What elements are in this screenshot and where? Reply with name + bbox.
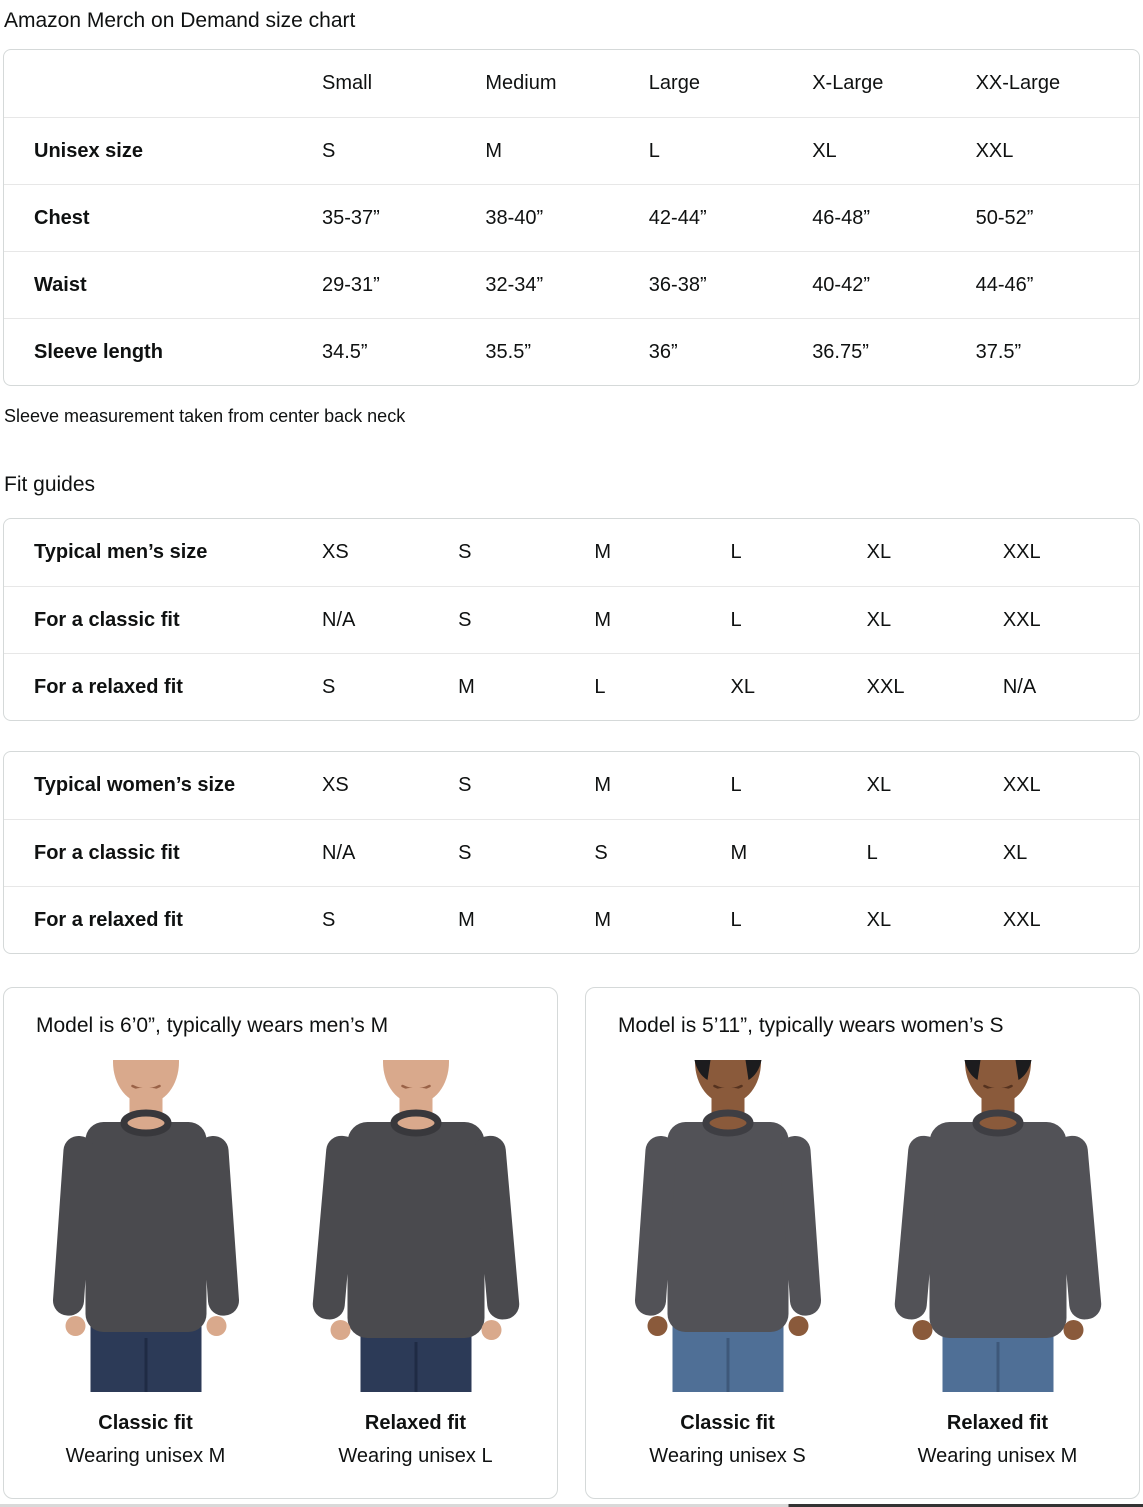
cell: 36”	[648, 340, 678, 363]
cell: S	[594, 841, 608, 864]
col-header-medium: Medium	[485, 72, 557, 95]
cell: XL	[866, 908, 892, 931]
cell: L	[648, 139, 660, 162]
womens-model-card-title: Model is 5’11”, typically wears women’s S	[618, 1014, 1004, 1038]
row-label: Typical men’s size	[34, 541, 208, 564]
cell: 42-44”	[648, 206, 707, 229]
row-label: Chest	[34, 206, 90, 229]
cell: 46-48”	[812, 206, 870, 229]
cell: XL	[866, 608, 892, 631]
fit-label: Relaxed fit	[364, 1412, 467, 1435]
male-model-classic-fit-photo	[33, 1060, 259, 1392]
cell: S	[322, 675, 336, 698]
cell: XXL	[975, 139, 1014, 162]
mens-photos	[20, 1060, 541, 1468]
fit-label: Classic fit	[680, 1412, 775, 1435]
cell: 36-38”	[648, 273, 707, 296]
cell: S	[322, 908, 336, 931]
cell: 50-52”	[975, 206, 1034, 229]
wearing-label: Wearing unisex M	[65, 1445, 226, 1468]
cell: M	[594, 774, 611, 797]
cell: XS	[322, 774, 349, 797]
female-model-classic-fit-photo	[615, 1060, 841, 1392]
cell: 29-31”	[322, 273, 380, 296]
womens-classic-fit-block	[615, 1060, 841, 1468]
cell: L	[866, 841, 878, 864]
cell: S	[458, 541, 472, 564]
table-row-chest	[4, 184, 1139, 251]
col-header-small: Small	[322, 72, 373, 95]
cell: M	[594, 908, 611, 931]
col-header-xxlarge: XX-Large	[975, 72, 1061, 95]
cell: L	[594, 675, 606, 698]
size-chart-table	[3, 49, 1140, 386]
cell: XXL	[866, 675, 905, 698]
table-row-mens-relaxed-fit	[4, 653, 1139, 720]
table-row-typical-mens-size	[4, 519, 1139, 586]
row-label: Waist	[34, 273, 87, 296]
cell: M	[730, 841, 748, 864]
cell: S	[458, 608, 472, 631]
table-row-waist	[4, 251, 1139, 318]
cell: L	[730, 908, 742, 931]
col-header-large: Large	[648, 72, 700, 95]
cell: XS	[322, 541, 349, 564]
womens-photos	[602, 1060, 1123, 1468]
cell: L	[730, 541, 742, 564]
row-label: For a relaxed fit	[34, 675, 183, 698]
cell: 36.75”	[812, 340, 869, 363]
cell: N/A	[322, 841, 356, 864]
fit-label: Relaxed fit	[946, 1412, 1049, 1435]
table-row-mens-classic-fit	[4, 586, 1139, 653]
cell: 35-37”	[322, 206, 380, 229]
cell: XXL	[1002, 541, 1041, 564]
mens-model-card	[3, 987, 558, 1499]
mens-relaxed-fit-block	[303, 1060, 529, 1468]
cell: 32-34”	[485, 273, 544, 296]
wearing-label: Wearing unisex M	[917, 1445, 1078, 1468]
wearing-label: Wearing unisex S	[649, 1445, 806, 1468]
mens-classic-fit-block	[33, 1060, 259, 1468]
cell: 34.5”	[322, 340, 368, 363]
womens-model-card	[585, 987, 1140, 1499]
col-header-xlarge: X-Large	[812, 72, 884, 95]
cell: XXL	[1002, 774, 1041, 797]
fit-guides-heading: Fit guides	[4, 473, 96, 497]
row-label: For a classic fit	[34, 608, 180, 631]
womens-relaxed-fit-block	[885, 1060, 1111, 1468]
cell: XL	[730, 675, 755, 698]
cell: S	[458, 774, 472, 797]
row-label: For a classic fit	[34, 841, 180, 864]
cell: L	[730, 608, 742, 631]
male-model-relaxed-fit-photo	[303, 1060, 529, 1392]
cell: XL	[1002, 841, 1028, 864]
cell: 38-40”	[485, 206, 544, 229]
cell: XL	[866, 541, 892, 564]
table-row-sleeve-length	[4, 318, 1139, 385]
row-label: Sleeve length	[34, 340, 163, 363]
row-label: Unisex size	[34, 139, 143, 162]
mens-fit-guide-table	[3, 518, 1140, 721]
model-cards	[3, 987, 1140, 1499]
table-row-womens-classic-fit	[4, 819, 1139, 886]
cell: M	[594, 541, 611, 564]
cell: 44-46”	[975, 273, 1034, 296]
table-row-womens-relaxed-fit	[4, 886, 1139, 953]
cell: 40-42”	[812, 273, 870, 296]
cell: XL	[866, 774, 892, 797]
cell: M	[458, 908, 475, 931]
cell: 37.5”	[975, 340, 1022, 363]
cell: S	[458, 841, 472, 864]
cell: M	[594, 608, 611, 631]
sleeve-measurement-note: Sleeve measurement taken from center back neck	[4, 406, 406, 427]
table-row-typical-womens-size	[4, 752, 1139, 819]
cell: M	[485, 139, 503, 162]
page-title: Amazon Merch on Demand size chart	[4, 9, 356, 32]
row-label: For a relaxed fit	[34, 908, 183, 931]
cell: N/A	[322, 608, 356, 631]
size-chart-page	[0, 7, 1143, 1499]
fit-label: Classic fit	[98, 1412, 193, 1435]
cell: S	[322, 139, 336, 162]
cell: XXL	[1002, 608, 1041, 631]
row-label: Typical women’s size	[34, 774, 236, 797]
mens-model-card-title: Model is 6’0”, typically wears men’s M	[36, 1014, 389, 1038]
cell: L	[730, 774, 742, 797]
wearing-label: Wearing unisex L	[338, 1445, 493, 1468]
cell: M	[458, 675, 475, 698]
cell: XXL	[1002, 908, 1041, 931]
womens-fit-guide-table	[3, 751, 1140, 954]
size-chart-header-row	[4, 50, 1139, 117]
cell: XL	[812, 139, 837, 162]
cell: 35.5”	[485, 340, 531, 363]
cell: N/A	[1002, 675, 1037, 698]
female-model-relaxed-fit-photo	[885, 1060, 1111, 1392]
table-row-unisex-size	[4, 117, 1139, 184]
